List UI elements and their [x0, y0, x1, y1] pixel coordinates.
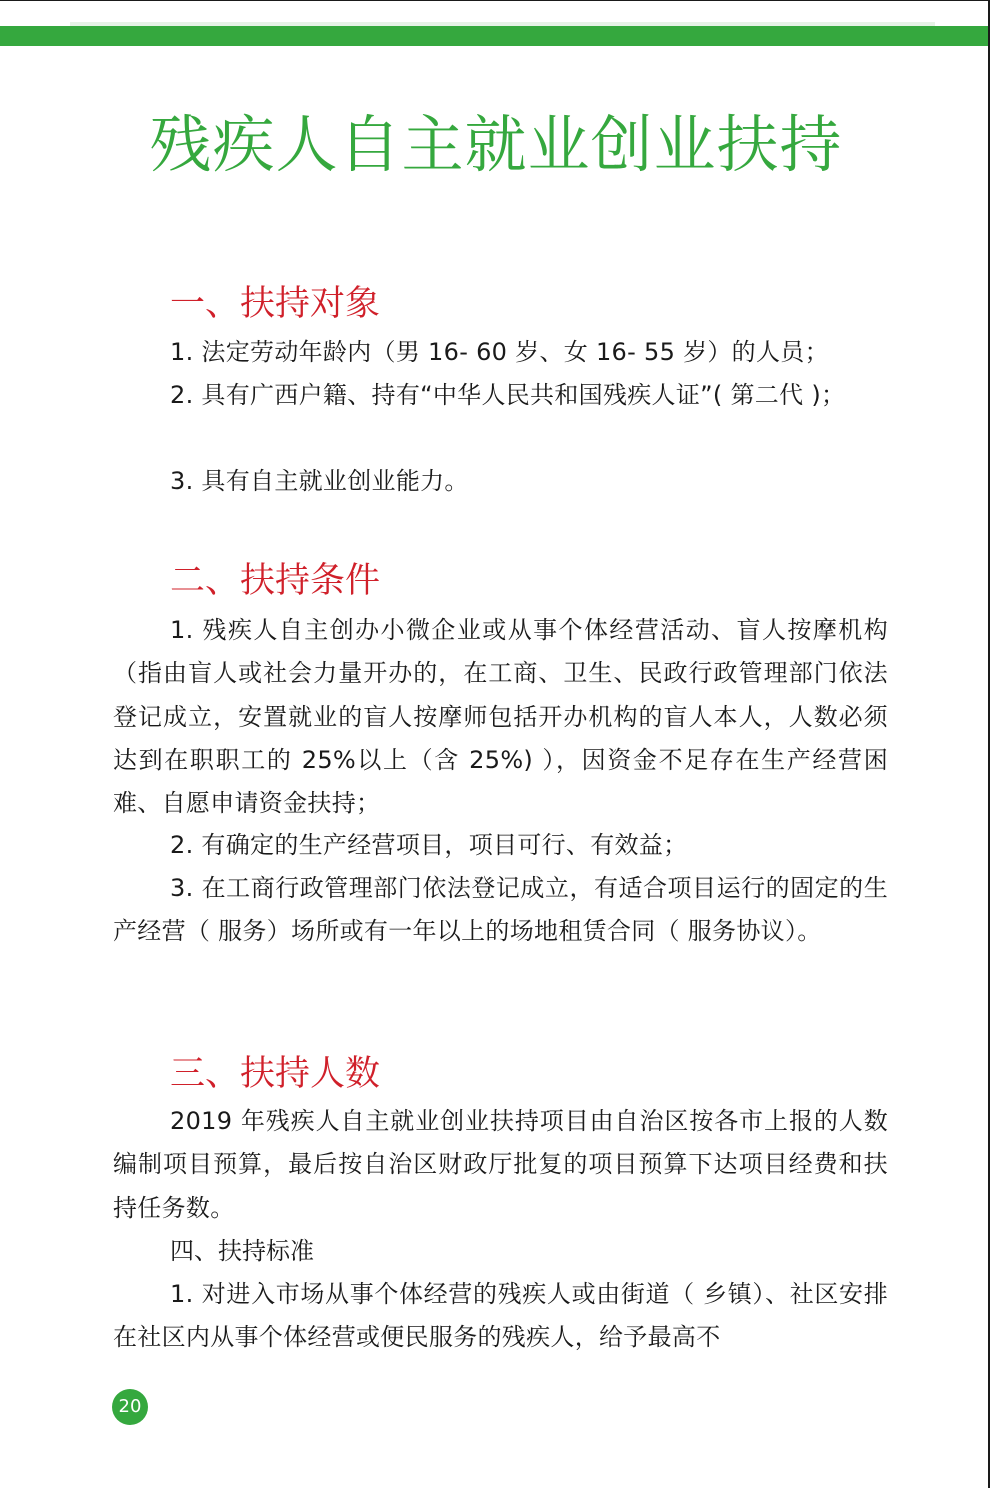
targets-item-3: 3. 具有自主就业创业能力。 — [170, 467, 469, 495]
count-paragraph: 2019 年残疾人自主就业创业扶持项目由自治区按各市上报的人数编制项目预算，最后按自治区财政厅批复的项目预算下达项目经费和扶持任务数。 — [113, 1107, 888, 1222]
page-number-badge: 20 — [112, 1389, 148, 1425]
section-heading-standards: 四、扶持标准 — [170, 1237, 314, 1265]
section-heading-conditions: 二、扶持条件 — [170, 561, 381, 601]
header-green-band — [0, 26, 988, 46]
right-border-line — [988, 0, 990, 1488]
top-border-line — [0, 0, 988, 1]
targets-item-1: 1. 法定劳动年龄内（男 16- 60 岁、女 16- 55 岁）的人员； — [170, 338, 829, 366]
standards-item-1: 1. 对进入市场从事个体经营的残疾人或由街道（ 乡镇）、社区安排在社区内从事个体经营或便民服务的残疾人，给予最高不 — [113, 1280, 888, 1352]
conditions-item-2: 2. 有确定的生产经营项目，项目可行、有效益； — [170, 831, 688, 859]
section-heading-count: 三、扶持人数 — [170, 1054, 381, 1094]
conditions-item-1: 1. 残疾人自主创办小微企业或从事个体经营活动、盲人按摩机构（指由盲人或社会力量开办的，在工商、卫生、民政行政管理部门依法登记成立，安置就业的盲人按摩师包括开办机构的盲人本人，人数必须达到在职职工的 25%以上（含 25%) ），因资金不足存在生产经营困难、自愿申请资金扶持； — [113, 616, 888, 818]
targets-item-2: 2. 具有广西户籍、持有“中华人民共和国残疾人证”( 第二代 )； — [170, 381, 846, 409]
section-heading-targets: 一、扶持对象 — [170, 284, 381, 324]
page-title: 残疾人自主就业创业扶持 — [149, 108, 843, 181]
conditions-item-3: 3. 在工商行政管理部门依法登记成立，有适合项目运行的固定的生产经营（ 服务）场所或有一年以上的场地租赁合同（ 服务协议）。 — [113, 874, 888, 946]
